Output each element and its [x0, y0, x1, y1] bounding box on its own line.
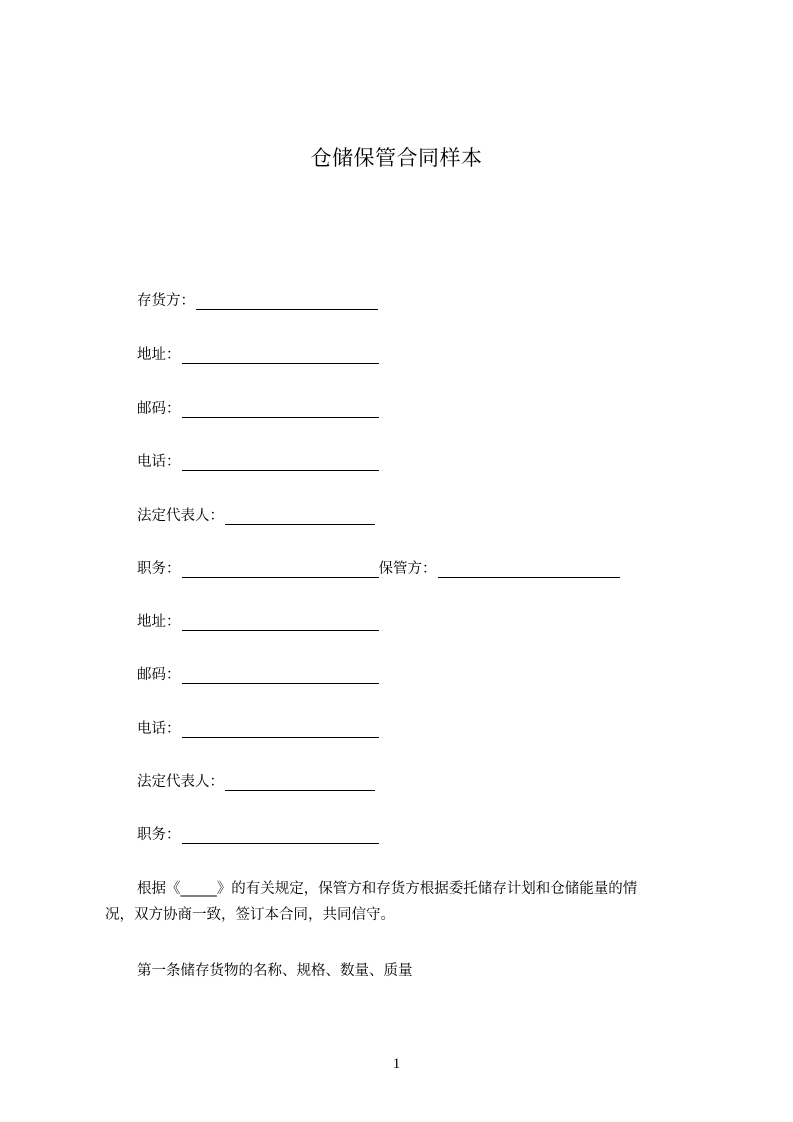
depositor-position-field: [137, 558, 620, 578]
preamble-line-2: 况，双方协商一致，签订本合同，共同信守。: [105, 907, 395, 923]
custodian-address-label: 地址：: [137, 614, 181, 630]
custodian-address-field: [137, 611, 379, 631]
custodian-postcode-field: [137, 664, 379, 684]
depositor-postcode-blank[interactable]: [182, 403, 379, 418]
depositor-label: 存货方：: [137, 293, 195, 309]
custodian-blank[interactable]: [438, 563, 620, 578]
depositor-address-blank[interactable]: [182, 349, 379, 364]
custodian-position-blank[interactable]: [182, 829, 379, 844]
custodian-label: 保管方：: [378, 561, 437, 577]
depositor-legal-rep-blank[interactable]: [225, 510, 375, 525]
depositor-address-field: [137, 344, 379, 364]
custodian-legal-rep-blank[interactable]: [225, 776, 375, 791]
preamble-paragraph: [105, 876, 705, 928]
depositor-legal-rep-label: 法定代表人：: [137, 508, 224, 524]
custodian-address-blank[interactable]: [182, 616, 379, 631]
depositor-phone-blank[interactable]: [182, 456, 379, 471]
article-1-heading: 第一条储存货物的名称、规格、数量、质量: [137, 963, 413, 979]
depositor-postcode-field: [137, 398, 379, 418]
custodian-postcode-label: 邮码：: [137, 667, 181, 683]
depositor-phone-label: 电话：: [137, 454, 181, 470]
depositor-blank[interactable]: [196, 295, 378, 310]
depositor-field: [137, 290, 378, 310]
document-title: 仓储保管合同样本: [310, 146, 483, 170]
custodian-phone-label: 电话：: [137, 721, 181, 737]
depositor-position-blank[interactable]: [182, 563, 379, 578]
custodian-position-field: [137, 824, 379, 844]
custodian-phone-blank[interactable]: [182, 723, 379, 738]
depositor-position-label: 职务：: [137, 561, 181, 577]
custodian-postcode-blank[interactable]: [182, 669, 379, 684]
preamble-text-1: 根据《_____》的有关规定，保管方和存货方根据委托储存计划和仓储能量的情: [137, 881, 638, 897]
depositor-address-label: 地址：: [137, 347, 181, 363]
depositor-postcode-label: 邮码：: [137, 401, 181, 417]
custodian-position-label: 职务：: [137, 827, 181, 843]
custodian-legal-rep-field: [137, 771, 375, 791]
preamble-line-1: [105, 876, 705, 902]
custodian-phone-field: [137, 718, 379, 738]
custodian-legal-rep-label: 法定代表人：: [137, 774, 224, 790]
page-number: 1: [392, 1056, 401, 1072]
depositor-legal-rep-field: [137, 505, 375, 525]
depositor-phone-field: [137, 451, 379, 471]
